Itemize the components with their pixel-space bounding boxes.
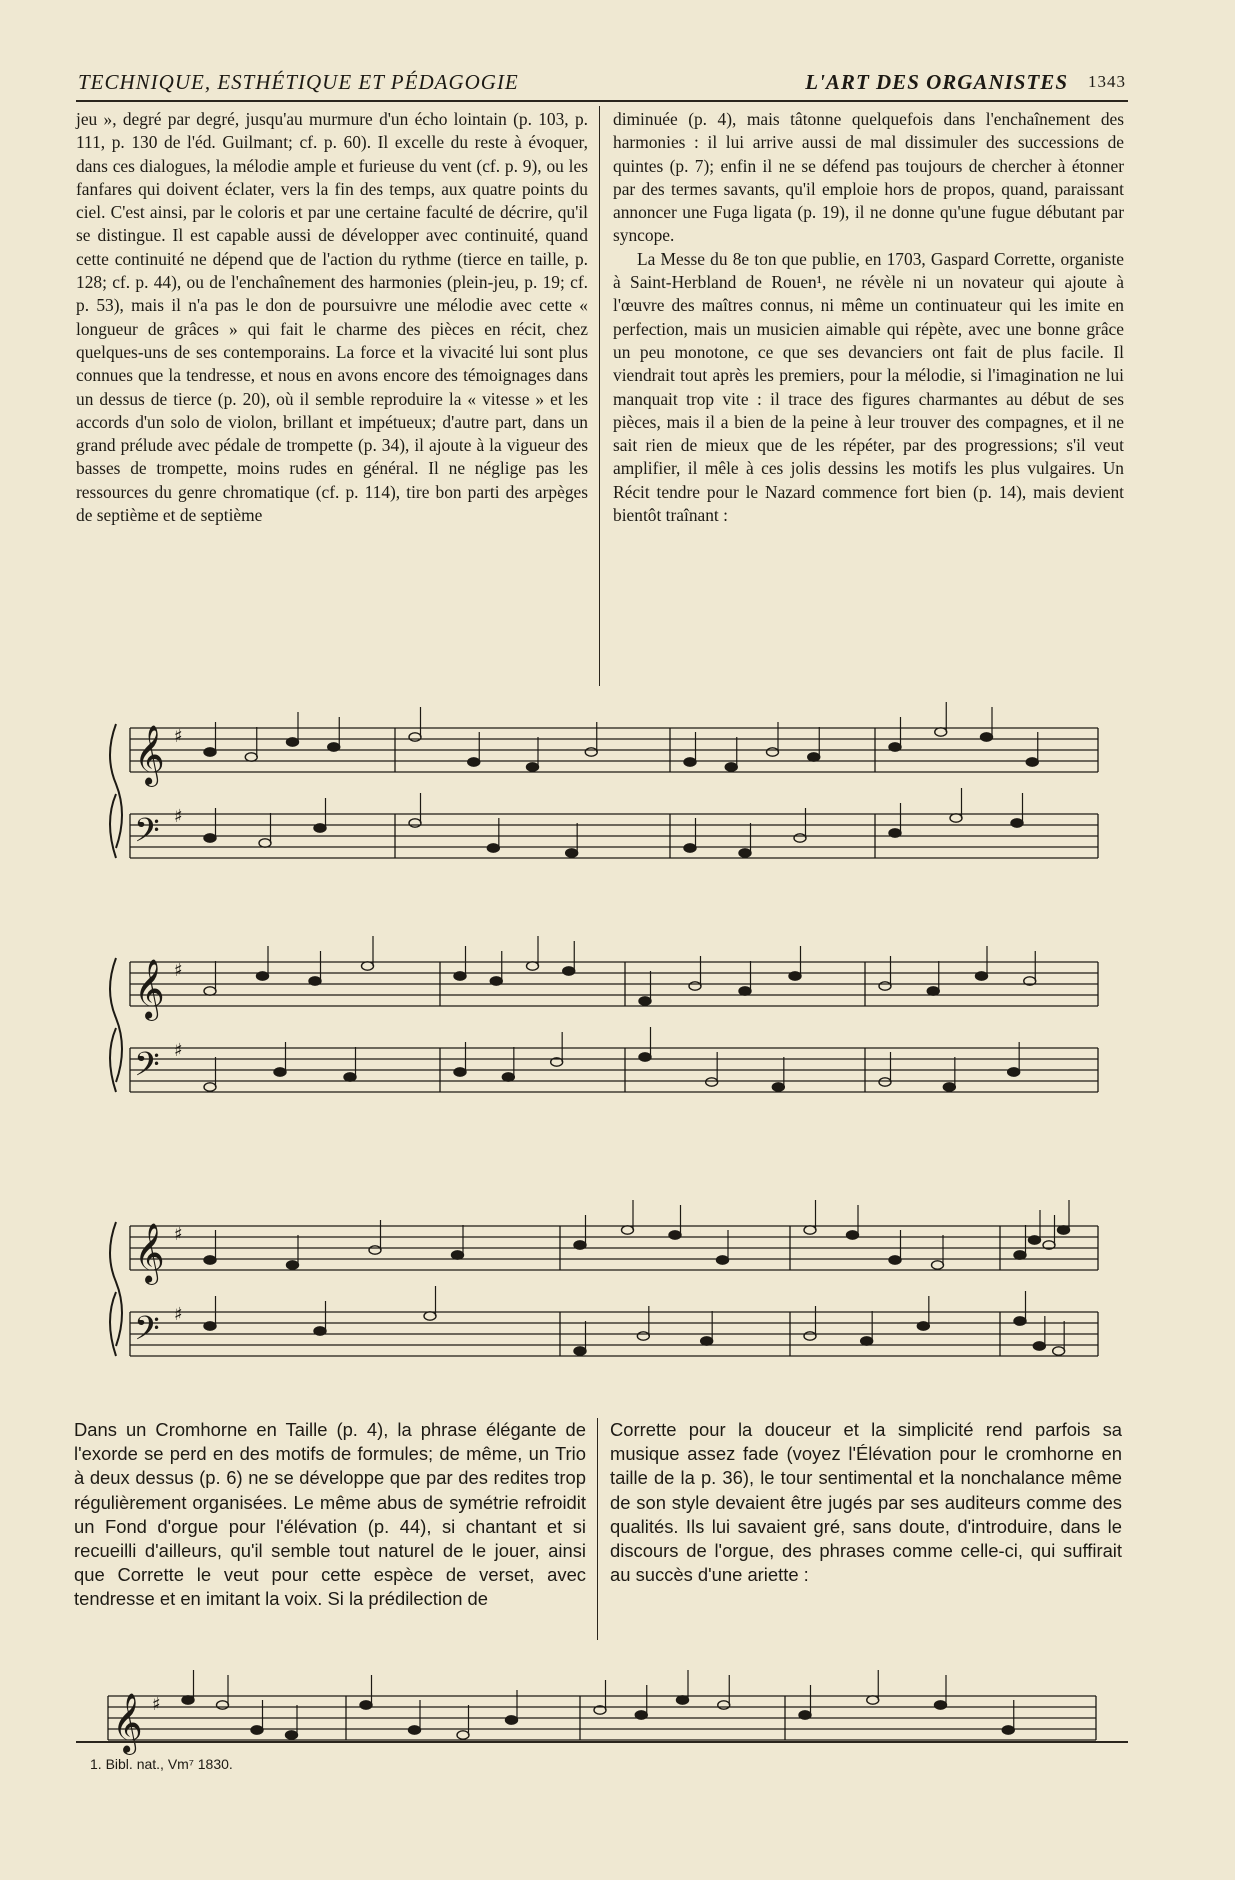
bass-note [1008,1068,1020,1076]
treble-note [287,1261,299,1269]
treble-note [935,728,947,736]
bass-note [1033,1342,1045,1350]
header-left-title: TECHNIQUE, ESTHÉTIQUE ET PÉDAGOGIE [78,70,519,94]
treble-note [574,1241,586,1249]
bass-note [861,1337,873,1345]
bass-note [424,1312,436,1320]
melody-note [1002,1726,1014,1734]
melody-note [286,1731,298,1739]
treble-note [468,758,480,766]
melody-note [677,1696,689,1704]
footnote: 1. Bibl. nat., Vm⁷ 1830. [90,1756,233,1772]
treble-clef: 𝄞 [134,725,165,785]
bass-clef: 𝄢 [134,812,160,858]
bass-clef: 𝄢 [134,1046,160,1092]
treble-note [889,743,901,751]
bass-note [1014,1317,1026,1325]
treble-note [717,1256,729,1264]
treble-note [585,748,597,756]
treble-note [669,1231,681,1239]
bass-note [259,839,271,847]
bass-note [487,844,499,852]
treble-note [1014,1251,1026,1259]
treble-note [976,972,988,980]
treble-note [684,758,696,766]
melody-note [182,1696,194,1704]
bass-note [684,844,696,852]
treble-note [804,1226,816,1234]
bass-note [772,1083,784,1091]
header-right-title: L'ART DES ORGANISTES [805,70,1068,94]
key-signature: ♯ [174,1040,183,1061]
bass-note [739,849,751,857]
treble-note [362,962,374,970]
bass-note [344,1073,356,1081]
treble-note [409,733,421,741]
system-brace [110,1222,122,1346]
melody-note [506,1716,518,1724]
text-column-lower-left [74,1418,586,1612]
treble-note [981,733,993,741]
system-brace [110,1028,116,1092]
bass-note [706,1078,718,1086]
bass-note [917,1322,929,1330]
bass-note [804,1332,816,1340]
treble-note [622,1226,634,1234]
column-rule [597,1418,598,1640]
melody-note [409,1726,421,1734]
treble-note [204,1256,216,1264]
treble-note [1026,758,1038,766]
paragraph: jeu », degré par degré, jusqu'au murmure d'un écho lointain (p. 103, p. 111, p. 130 de l'éd. Guilmant; cf. p. 60). Il excelle du reste à évoquer, dans ces dialogues, la mélodie ample et furieuse du vent (cf. p. 9), ou les fanfares qui doivent éclater, vers la fin des temps, aux quatre points du ciel. C'est ainsi, par le coloris et par une certaine faculté de décrire, qu'il se distingue. Il est capable aussi de développer avec continuité, quand cette continuité ne dépend que de l'action du rythme (tierce en taille, p. 128; cf. p. 44), ou de l'enchaînement des harmonies (plein-jeu, p. 19; cf. p. 53), mais il n'a pas le don de poursuivre une mélodie avec cette « longueur de grâces » qui fait le charme des pièces en récit, chez quelques-uns de ses contemporains. La force et la vivacité lui sont plus connues que la tendresse, et nous en avons encore des témoignages dans un dessus de tierce (p. 20), où il semble reproduire la « vitesse » et les accords d'un solo de violon, brillant et impétueux; d'autre part, dans un grand prélude avec pédale de trompette (p. 34), il ajoute à la vigueur des basses de trompette, moins rudes en général. Il ne néglige pas les ressources du genre chromatique (cf. p. 114), tire bon parti des arpèges de septième et de septième [76,109,588,526]
treble-note [287,738,299,746]
key-signature: ♯ [152,1694,161,1715]
treble-note [808,753,820,761]
bass-note [566,849,578,857]
melody-note [217,1701,229,1709]
melody-note [457,1731,469,1739]
paragraph: Dans un Cromhorne en Taille (p. 4), la phrase élégante de l'exorde se perd en des motifs de formules; de même, un Trio à deux dessus (p. 6) ne se développe que par des redites trop régulièrement organisées. Le même abus de symétrie refroidit un Fond d'orgue pour l'élévation (p. 44), si chantant et si recueilli d'ailleurs, qu'il semble tout naturel de le jouer, ainsi que Corrette le veut pour cette espèce de verset, avec tendresse et en imitant la voix. Si la prédilection de [74,1419,586,1610]
treble-clef: 𝄞 [134,959,165,1019]
key-signature: ♯ [174,1224,183,1245]
bass-note [1011,819,1023,827]
system-brace [110,1292,116,1356]
bass-note [639,1053,651,1061]
treble-note [847,1231,859,1239]
treble-note [452,1251,464,1259]
treble-note [725,763,737,771]
bass-note [1053,1347,1065,1355]
treble-note [309,977,321,985]
melody-note [635,1711,647,1719]
paragraph: diminuée (p. 4), mais tâtonne quelquefois dans l'enchaînement des harmonies : il lui arrive aussi de mal dissimuler des successions de quintes (p. 7); enfin il ne se défend pas toujours de chercher à étonner par des termes savants, qu'il emploie hors de propos, quand, paraissant annoncer une Fuga ligata (p. 19), il ne donne qu'une fugue débutant par syncope. [613,109,1124,246]
melody-note [935,1701,947,1709]
bass-clef: 𝄢 [134,1310,160,1356]
text-column-lower-right [610,1418,1122,1587]
bass-note [574,1347,586,1355]
bass-note [637,1332,649,1340]
treble-note [204,748,216,756]
bass-note [879,1078,891,1086]
treble-note [490,977,502,985]
treble-note [739,987,751,995]
key-signature: ♯ [174,806,183,827]
bass-note [409,819,421,827]
bass-note [314,824,326,832]
treble-note [527,962,539,970]
paragraph: Corrette pour la douceur et la simplicité rend parfois sa musique assez fade (voyez l'Élévation pour le cromhorne en taille de la p. 36), le tour sentimental et la nonchalance même de son style devaient être jugés par ses auditeurs comme des qualités. Ils lui savaient gré, sans doute, d'introduire, dans le discours de l'orgue, des phrases comme celle-ci, qui suffirait au succès d'une ariette : [610,1419,1122,1586]
key-signature: ♯ [174,726,183,747]
melody-note [360,1701,372,1709]
bass-note [701,1337,713,1345]
treble-note [879,982,891,990]
melody-note [799,1711,811,1719]
page-number: 1343 [1088,72,1126,91]
treble-note [563,967,575,975]
treble-note [328,743,340,751]
bass-note [943,1083,955,1091]
treble-note [204,987,216,995]
treble-note [369,1246,381,1254]
treble-note [789,972,801,980]
system-brace [110,958,122,1082]
bass-note [502,1073,514,1081]
treble-note [639,997,651,1005]
bass-note [454,1068,466,1076]
paragraph: La Messe du 8e ton que publie, en 1703, Gaspard Corrette, organiste à Saint-Herbland de Rouen¹, ne révèle ni un novateur qui ajoute à l'œuvre des maîtres connus, ni même un continuateur qui les imite en perfection, mais un musicien aimable qui répète, avec une bonne grâce un peu monotone, ce que ses devanciers ont fait de plus facile. Il viendrait tout après les premiers, pour la mélodie, si l'imagination ne lui manquait trop vite : il trace des figures charmantes au début de ses pièces, mais il a bien de la peine à leur trouver des compagnes, et il ne sait rien de mieux que de les répéter, par des progressions; s'il veut amplifier, il mêle à ces jolis dessins les motifs les plus vulgaires. Un Récit tendre pour le Nazard commence fort bien (p. 14), mais devient bientôt traînant : [613,248,1124,526]
treble-note [245,753,257,761]
key-signature: ♯ [174,1304,183,1325]
treble-note [889,1256,901,1264]
bass-note [274,1068,286,1076]
treble-note [1058,1226,1070,1234]
treble-note [932,1261,944,1269]
bass-note [889,829,901,837]
treble-note [767,748,779,756]
melody-note [867,1696,879,1704]
system-brace [110,794,116,858]
bass-note [314,1327,326,1335]
treble-note [527,763,539,771]
treble-note [1029,1236,1041,1244]
treble-note [927,987,939,995]
footnote-rule [76,1741,1128,1743]
bass-note [204,834,216,842]
treble-note [454,972,466,980]
bass-note [204,1083,216,1091]
system-brace [110,724,122,848]
bass-note [794,834,806,842]
bass-note [950,814,962,822]
treble-clef: 𝄞 [112,1693,143,1753]
treble-note [689,982,701,990]
key-signature: ♯ [174,960,183,981]
melody-note [718,1701,730,1709]
treble-clef: 𝄞 [134,1223,165,1283]
melody-note [251,1726,263,1734]
bass-note [204,1322,216,1330]
treble-note [257,972,269,980]
